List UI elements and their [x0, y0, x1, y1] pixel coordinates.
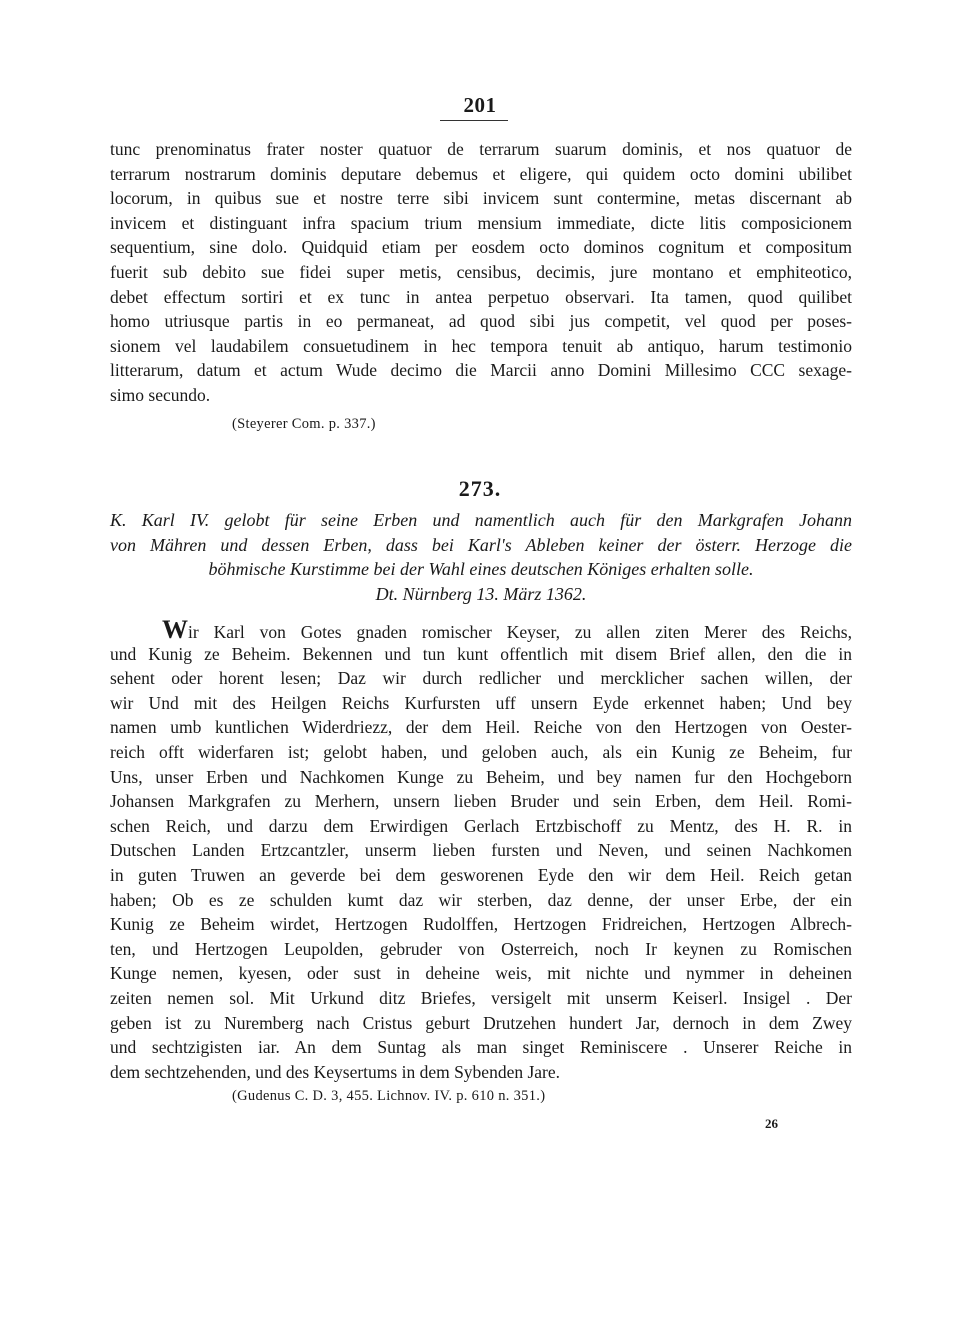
text-line: locorum, in quibus sue et nostre terre sibi invicem sunt contermine, metas discernant ab: [110, 188, 852, 209]
text-line: und Kunig ze Beheim. Bekennen und tun kunt offentlich mit disem Brief allen, den die in: [110, 643, 852, 664]
text-line: dem sechtzehenden, und des Keysertums in dem Sybenden Jare.: [110, 1061, 561, 1082]
text-line-first: [110, 617, 852, 642]
charter-text-block: [110, 617, 852, 1084]
page-number: 201: [463, 93, 497, 117]
text-line: Kunge nemen, kyesen, oder sust in deheine weis, mit nichte und nymmer in deheinen: [110, 963, 852, 984]
signature-mark: 26: [765, 1116, 778, 1131]
headline-line: von Mähren und dessen Erben, dass bei Karl's Ableben keiner der österr. Herzoge die: [110, 534, 852, 555]
text-line: wir Und mit des Heilgen Reichs Kurfursten uff unsern Eyde erkennet haben; Und bey: [110, 692, 852, 713]
text-line: terrarum nostrarum dominis deputare debemus et eligere, qui quidem octo domini ubilibet: [110, 163, 852, 184]
text-line: Kunig ze Beheim wirdet, Hertzogen Rudolffen, Hertzogen Fridreichen, Hertzogen Albrech-: [110, 914, 852, 935]
text-line: sehent oder horent lesen; Daz wir durch redlicher und mercklicher sachen willen, der: [110, 668, 852, 689]
text-line: tunc prenominatus frater noster quatuor de terrarum suarum dominis, et nos quatuor de: [110, 139, 852, 159]
document-number: 273.: [458, 476, 502, 501]
first-line-text: ir Karl von Gotes gnaden romischer Keyser, zu allen ziten Merer des Reichs,: [188, 622, 852, 642]
text-line: in guten Truwen an geverde bei dem gesworenen Eyde den wir dem Heil. Reich getan: [110, 864, 852, 885]
text-line: homo utriusque partis in eo permaneat, ad quod sibi jus competit, vel quod per poses-: [110, 311, 852, 332]
text-line: simo secundo.: [110, 384, 211, 405]
headline-date: Dt. Nürnberg 13. März 1362.: [375, 583, 587, 604]
text-line: geben ist zu Nuremberg nach Cristus geburt Drutzehen hundert Jar, dernoch in dem Zwey: [110, 1012, 852, 1033]
headline-line: böhmische Kurstimme bei der Wahl eines deutschen Königes erhalten solle.: [208, 559, 754, 579]
text-line: invicem et distinguant infra spacium trium mensium immediate, dicte litis composicionem: [110, 212, 852, 233]
text-line: reich offt widerfaren ist; gelobt haben, und geloben auch, als ein Kunig ze Beheim, fur: [110, 741, 852, 762]
text-line: ten, und Hertzogen Leupolden, gebruder von Osterreich, noch Ir keynen zu Romischen: [110, 938, 852, 959]
source-citation: (Steyerer Com. p. 337.): [232, 416, 376, 432]
text-line: Johansen Markgrafen zu Merhern, unsern lieben Bruder und sein Erben, dem Heil. Romi-: [110, 791, 852, 812]
text-line: sionem vel laudabilem consuetudinem in hec tempora tenuit ab antiquo, harum testimonio: [110, 335, 852, 356]
text-line: fuerit sub debito sue fidei super metis, censibus, decimis, jure montano et emphiteotico,: [110, 261, 852, 282]
headline-line: K. Karl IV. gelobt für seine Erben und namentlich auch für den Markgrafen Johann: [110, 510, 852, 530]
text-line: sequentium, sine dolo. Quidquid etiam per eosdem octo dominos cognitum et compositum: [110, 237, 852, 258]
text-line: Uns, unser Erben und Nachkomen Kunge zu Beheim, und bey namen fur den Hochgeborn: [110, 766, 852, 787]
page-number-rule: [440, 120, 508, 121]
document-headline: [110, 508, 852, 606]
text-line: schen Reich, und darzu dem Erwirdigen Gerlach Ertzbischoff zu Mentz, des H. R. in: [110, 815, 852, 836]
initial-letter: W: [162, 617, 188, 642]
upper-text-block: [110, 137, 852, 408]
text-line: Dutschen Landen Ertzcantzler, unserm lieben fursten und Neven, und seinen Nachkomen: [110, 840, 852, 861]
text-line: litterarum, datum et actum Wude decimo die Marcii anno Domini Millesimo CCC sexage-: [110, 360, 852, 381]
text-line: namen umb kuntlichen Widerdriezz, der dem Heil. Reiche von den Hertzogen von Oester-: [110, 717, 852, 738]
text-line: und sechtzigisten iar. An dem Suntag als man singet Reminiscere . Unserer Reiche in: [110, 1037, 852, 1058]
text-line: debet effectum sortiri et ex tunc in antea perpetuo observari. Ita tamen, quod quilibet: [110, 286, 852, 307]
source-citation: (Gudenus C. D. 3, 455. Lichnov. IV. p. 610 n. 351.): [232, 1088, 546, 1104]
text-line: zeiten nemen sol. Mit Urkund ditz Briefes, versigelt mit unserm Keiserl. Insigel . Der: [110, 987, 852, 1008]
text-line: haben; Ob es ze schulden kumt daz wir sterben, daz denne, der unser Erbe, der ein: [110, 889, 852, 910]
